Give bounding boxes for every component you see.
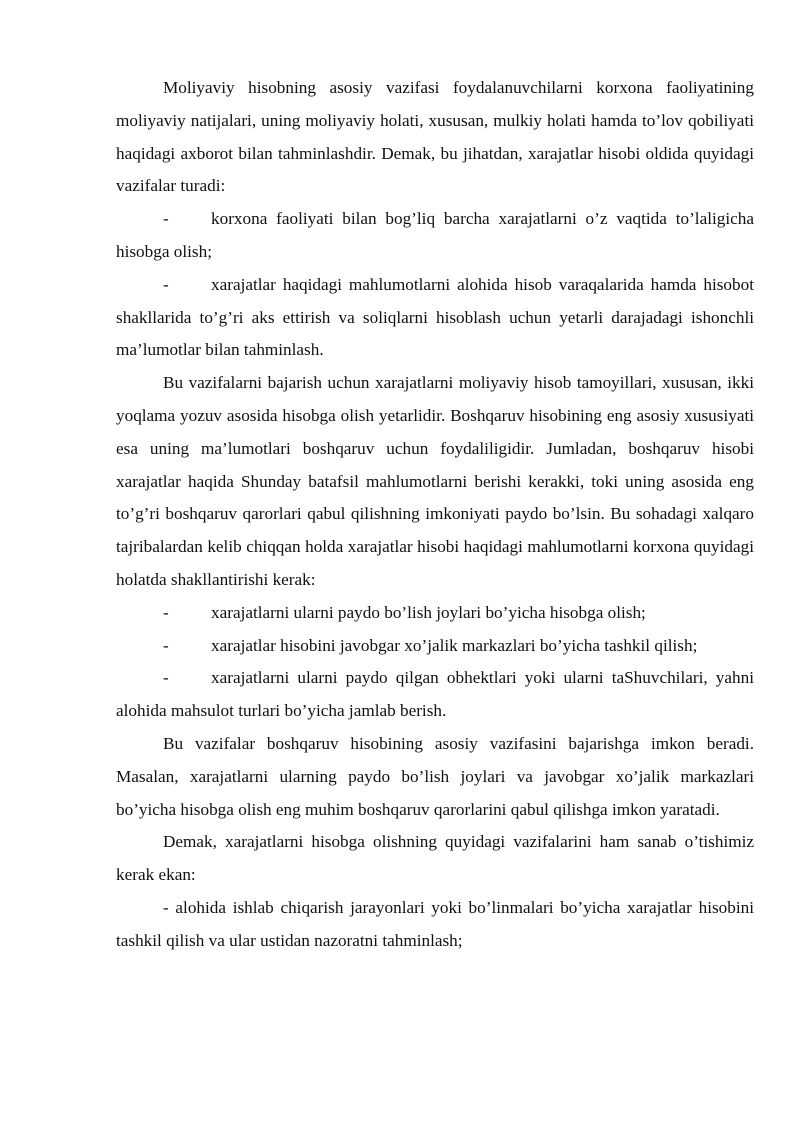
- list-item-text: xarajatlar haqidagi mahlumotlarni alohida hisob varaqalarida hamda hisobot shakllarida to’g’ri aks ettirish va soliqlarni hisoblash uchun yetarli darajadagi ishonchli ma’lumotlar bilan tahminlash.: [116, 274, 754, 360]
- list-item-text: xarajatlarni ularni paydo bo’lish joylari bo’yicha hisobga olish;: [211, 602, 646, 622]
- list-dash: -: [163, 209, 169, 229]
- list-item: [116, 662, 754, 728]
- list-item: [116, 203, 754, 269]
- list-item-text: xarajatlar hisobini javobgar xo’jalik markazlari bo’yicha tashkil qilish;: [211, 635, 698, 655]
- list-item: [116, 269, 754, 367]
- list-dash: -: [163, 274, 169, 294]
- list-item-text: korxona faoliyati bilan bog’liq barcha xarajatlarni o’z vaqtida to’laligicha hisobga olish;: [116, 209, 754, 261]
- list-dash: -: [163, 635, 169, 655]
- list-dash: -: [163, 668, 169, 688]
- paragraph-tasks-benefit: Bu vazifalar boshqaruv hisobining asosiy vazifasini bajarishga imkon beradi. Masalan, xarajatlarni ularning paydo bo’lish joylari va javobgar xo’jalik markazlari bo’yicha hisobga olish eng muhim boshqaruv qarorlarini qabul qilishga imkon yaratadi.: [116, 733, 754, 819]
- paragraph-intro: Moliyaviy hisobning asosiy vazifasi foydalanuvchilarni korxona faoliyatining moliyaviy natijalari, uning moliyaviy holati, xususan, mulkiy holati hamda to’lov qobiliyati haqidagi axborot bilan tahminlashdir. Demak, bu jihatdan, xarajatlar hisobi oldida quyidagi vazifalar turadi:: [116, 78, 754, 196]
- paragraph-dash-item: - alohida ishlab chiqarish jarayonlari yoki bo’linmalari bo’yicha xarajatlar hisobini tashkil qilish va ular ustidan nazoratni tahminlash;: [116, 897, 754, 950]
- paragraph-conclusion: Demak, xarajatlarni hisobga olishning quyidagi vazifalarini ham sanab o’tishimiz kerak ekan:: [116, 832, 754, 885]
- list-dash: -: [163, 602, 169, 622]
- paragraph-management-accounting: Bu vazifalarni bajarish uchun xarajatlarni moliyaviy hisob tamoyillari, xususan, ikki yoqlama yozuv asosida hisobga olish yetarlidir. Boshqaruv hisobining eng asosiy xususiyati esa uning ma’lumotlari boshqaruv uchun foydaliligidir. Jumladan, boshqaruv hisobi xarajatlar haqida Shunday batafsil mahlumotlarni berishi kerakki, toki uning asosida eng to’g’ri boshqaruv qarorlari qabul qilishning imkoniyati paydo bo’lsin. Bu sohadagi xalqaro tajribalardan kelib chiqqan holda xarajatlar hisobi haqidagi mahlumotlarni korxona quyidagi holatda shakllantirishi kerak:: [116, 373, 754, 589]
- document-body: [116, 72, 754, 958]
- list-item-text: xarajatlarni ularni paydo qilgan obhektlari yoki ularni taShuvchilari, yahni alohida mahsulot turlari bo’yicha jamlab berish.: [116, 668, 754, 721]
- list-item: [116, 597, 754, 630]
- list-item: [116, 630, 754, 663]
